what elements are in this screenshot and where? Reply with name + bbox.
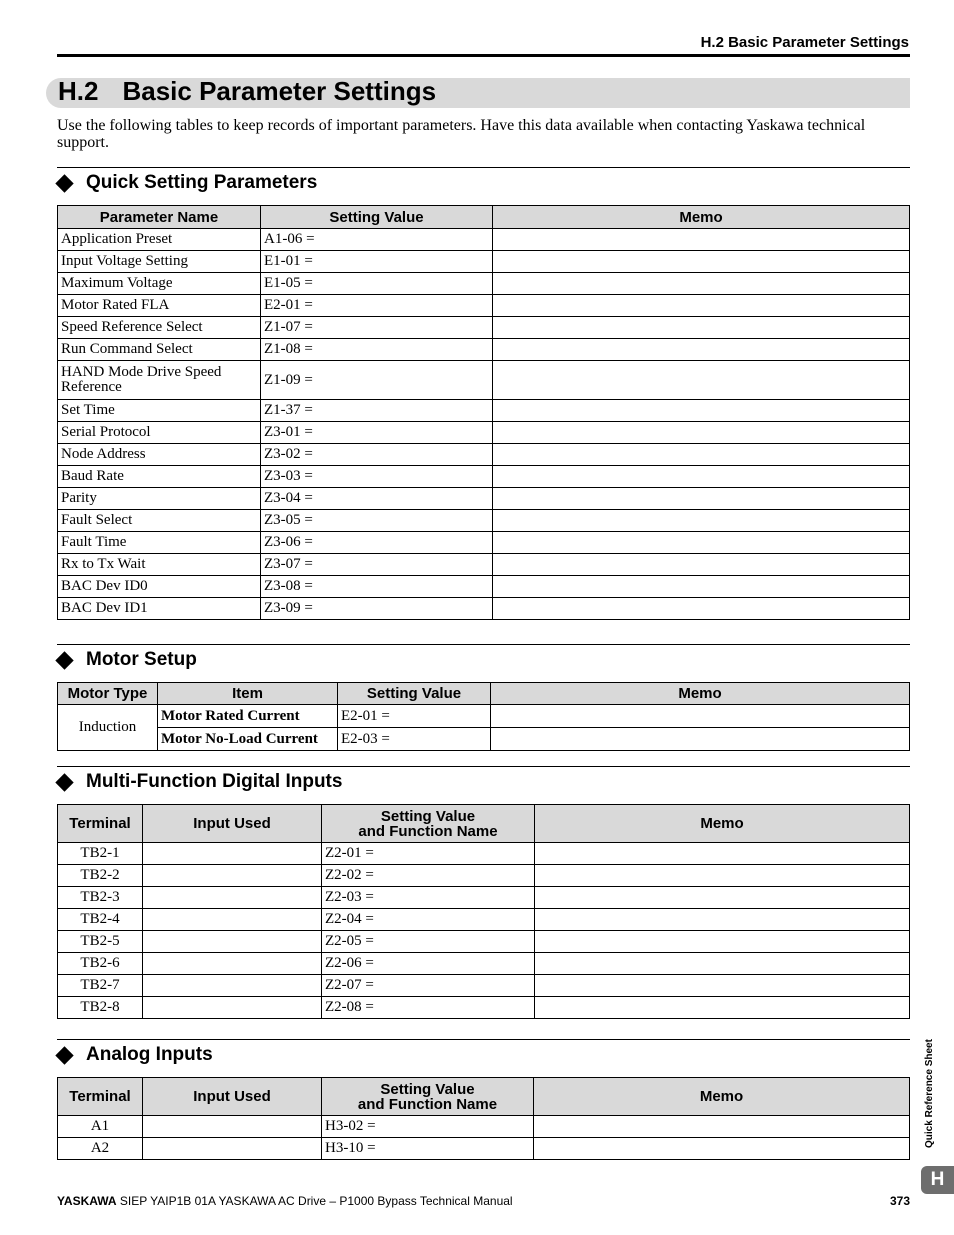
parameter-name-cell: Rx to Tx Wait — [58, 554, 261, 576]
memo-cell[interactable] — [493, 422, 910, 444]
item-cell: Motor Rated Current — [158, 705, 338, 728]
memo-cell[interactable] — [493, 532, 910, 554]
memo-cell[interactable] — [493, 273, 910, 295]
motor-setup-table — [57, 682, 910, 751]
setting-value-cell: Z3-06 = — [261, 532, 493, 554]
setting-value-cell: Z3-09 = — [261, 598, 493, 620]
quick-setting-table — [57, 205, 910, 620]
parameter-name-cell: Baud Rate — [58, 466, 261, 488]
parameter-name-cell: HAND Mode Drive Speed Reference — [58, 361, 261, 400]
column-header: Setting Value — [338, 683, 491, 705]
table-row — [58, 728, 910, 751]
table-row — [58, 554, 910, 576]
memo-cell[interactable] — [491, 728, 910, 751]
header-line: Setting Value — [380, 807, 476, 825]
page-number: 373 — [889, 1194, 910, 1208]
diamond-bullet-icon — [55, 174, 73, 192]
setting-value-cell: E1-01 = — [261, 251, 493, 273]
parameter-name-cell: Run Command Select — [58, 339, 261, 361]
table-row — [58, 887, 910, 909]
setting-value-cell: Z2-07 = — [322, 975, 535, 997]
subsection-title: Multi-Function Digital Inputs — [86, 771, 343, 792]
parameter-name-cell: Set Time — [58, 400, 261, 422]
side-label: Quick Reference Sheet — [924, 1039, 935, 1148]
terminal-cell: TB2-6 — [58, 953, 143, 975]
terminal-cell: TB2-5 — [58, 931, 143, 953]
parameter-name-cell: Input Voltage Setting — [58, 251, 261, 273]
memo-cell[interactable] — [493, 400, 910, 422]
input-used-cell[interactable] — [143, 1116, 322, 1138]
table-row — [58, 251, 910, 273]
setting-value-cell: H3-10 = — [322, 1138, 534, 1160]
setting-value-cell: H3-02 = — [322, 1116, 534, 1138]
table-row — [58, 931, 910, 953]
setting-value-cell: A1-06 = — [261, 229, 493, 251]
terminal-cell: TB2-7 — [58, 975, 143, 997]
terminal-cell: TB2-1 — [58, 843, 143, 865]
section-heading: Basic Parameter Settings — [122, 76, 437, 106]
subsection-digital-inputs — [57, 771, 342, 793]
setting-value-cell: Z3-08 = — [261, 576, 493, 598]
subsection-analog-inputs — [57, 1044, 213, 1066]
setting-value-cell: Z2-04 = — [322, 909, 535, 931]
setting-value-cell: Z3-03 = — [261, 466, 493, 488]
table-row — [58, 1138, 910, 1160]
setting-value-cell: Z2-02 = — [322, 865, 535, 887]
table-row — [58, 975, 910, 997]
running-header: H.2 Basic Parameter Settings — [700, 34, 909, 51]
table-row — [58, 865, 910, 887]
table-row — [58, 273, 910, 295]
table-header-row — [58, 683, 910, 705]
table-row — [58, 466, 910, 488]
header-rule — [57, 54, 910, 57]
input-used-cell[interactable] — [143, 931, 322, 953]
input-used-cell[interactable] — [143, 887, 322, 909]
column-header: Input Used — [143, 805, 322, 843]
table-row — [58, 444, 910, 466]
table-row — [58, 229, 910, 251]
memo-cell[interactable] — [493, 598, 910, 620]
memo-cell[interactable] — [493, 317, 910, 339]
memo-cell[interactable] — [493, 361, 910, 400]
item-cell: Motor No-Load Current — [158, 728, 338, 751]
memo-cell[interactable] — [493, 444, 910, 466]
parameter-name-cell: Application Preset — [58, 229, 261, 251]
table-row — [58, 576, 910, 598]
subsection-rule — [57, 766, 910, 767]
table-row — [58, 317, 910, 339]
footer — [57, 1194, 910, 1208]
terminal-cell: TB2-3 — [58, 887, 143, 909]
setting-value-cell: Z2-08 = — [322, 997, 535, 1019]
setting-value-cell: E2-01 = — [338, 705, 491, 728]
column-header: Item — [158, 683, 338, 705]
table-row — [58, 339, 910, 361]
parameter-name-cell: Fault Time — [58, 532, 261, 554]
column-header: Terminal — [58, 805, 143, 843]
memo-cell[interactable] — [493, 510, 910, 532]
footer-text: SIEP YAIP1B 01A YASKAWA AC Drive – P1000 Bypass Technical Manual — [119, 1194, 513, 1208]
motor-type-cell: Induction — [58, 705, 158, 751]
input-used-cell[interactable] — [143, 843, 322, 865]
parameter-name-cell: Maximum Voltage — [58, 273, 261, 295]
input-used-cell[interactable] — [143, 953, 322, 975]
subsection-title: Analog Inputs — [86, 1044, 213, 1065]
table-row — [58, 843, 910, 865]
memo-cell[interactable] — [535, 865, 910, 887]
chapter-tab[interactable]: H — [921, 1166, 954, 1194]
memo-cell[interactable] — [535, 975, 910, 997]
subsection-quick-setting — [57, 172, 317, 194]
setting-value-cell: Z3-07 = — [261, 554, 493, 576]
setting-value-cell: Z2-03 = — [322, 887, 535, 909]
table-row — [58, 598, 910, 620]
memo-cell[interactable] — [535, 997, 910, 1019]
parameter-name-cell: Parity — [58, 488, 261, 510]
table-row — [58, 953, 910, 975]
header-line: and Function Name — [357, 1095, 498, 1113]
subsection-title: Quick Setting Parameters — [86, 172, 318, 193]
memo-cell[interactable] — [493, 251, 910, 273]
subsection-rule — [57, 644, 910, 645]
input-used-cell[interactable] — [143, 1138, 322, 1160]
setting-value-cell: Z3-01 = — [261, 422, 493, 444]
diamond-bullet-icon — [55, 773, 73, 791]
column-header — [322, 805, 535, 843]
table-row — [58, 361, 910, 400]
header-line: Setting Value — [380, 1080, 475, 1098]
column-header: Input Used — [143, 1078, 322, 1116]
memo-cell[interactable] — [535, 843, 910, 865]
memo-cell[interactable] — [534, 1116, 910, 1138]
column-header: Terminal — [58, 1078, 143, 1116]
section-number: H.2 — [58, 76, 99, 106]
header-line: and Function Name — [358, 822, 498, 840]
setting-value-cell: Z2-05 = — [322, 931, 535, 953]
memo-cell[interactable] — [493, 488, 910, 510]
setting-value-cell: Z1-09 = — [261, 361, 493, 400]
terminal-cell: A2 — [58, 1138, 143, 1160]
table-row — [58, 705, 910, 728]
parameter-name-cell: BAC Dev ID1 — [58, 598, 261, 620]
column-header — [322, 1078, 534, 1116]
column-header: Motor Type — [58, 683, 158, 705]
memo-cell[interactable] — [491, 705, 910, 728]
input-used-cell[interactable] — [143, 909, 322, 931]
setting-value-cell: Z2-01 = — [322, 843, 535, 865]
memo-cell[interactable] — [493, 576, 910, 598]
table-row — [58, 422, 910, 444]
terminal-cell: TB2-2 — [58, 865, 143, 887]
memo-cell[interactable] — [534, 1138, 910, 1160]
subsection-title: Motor Setup — [86, 649, 197, 670]
memo-cell[interactable] — [535, 887, 910, 909]
subsection-motor-setup — [57, 649, 197, 671]
setting-value-cell: E1-05 = — [261, 273, 493, 295]
table-row — [58, 400, 910, 422]
memo-cell[interactable] — [493, 466, 910, 488]
parameter-name-cell: Speed Reference Select — [58, 317, 261, 339]
parameter-name-cell: Serial Protocol — [58, 422, 261, 444]
table-header-row — [58, 206, 910, 229]
table-row — [58, 295, 910, 317]
table-row — [58, 997, 910, 1019]
table-header-row — [58, 1078, 910, 1116]
memo-cell[interactable] — [493, 339, 910, 361]
column-header: Memo — [491, 683, 910, 705]
setting-value-cell: Z1-37 = — [261, 400, 493, 422]
setting-value-cell: Z3-04 = — [261, 488, 493, 510]
section-title — [58, 76, 436, 107]
table-row — [58, 1116, 910, 1138]
terminal-cell: A1 — [58, 1116, 143, 1138]
memo-cell[interactable] — [493, 229, 910, 251]
setting-value-cell: Z2-06 = — [322, 953, 535, 975]
column-header: Parameter Name — [58, 206, 261, 229]
input-used-cell[interactable] — [143, 865, 322, 887]
table-row — [58, 532, 910, 554]
parameter-name-cell: BAC Dev ID0 — [58, 576, 261, 598]
terminal-cell: TB2-4 — [58, 909, 143, 931]
setting-value-cell: E2-01 = — [261, 295, 493, 317]
subsection-rule — [57, 1039, 910, 1040]
parameter-name-cell: Fault Select — [58, 510, 261, 532]
diamond-bullet-icon — [55, 1046, 73, 1064]
memo-cell[interactable] — [535, 953, 910, 975]
setting-value-cell: Z1-08 = — [261, 339, 493, 361]
analog-inputs-table — [57, 1077, 910, 1160]
setting-value-cell: Z3-02 = — [261, 444, 493, 466]
parameter-name-cell: Motor Rated FLA — [58, 295, 261, 317]
input-used-cell[interactable] — [143, 997, 322, 1019]
parameter-name-cell: Node Address — [58, 444, 261, 466]
table-row — [58, 488, 910, 510]
table-row — [58, 909, 910, 931]
setting-value-cell: Z3-05 = — [261, 510, 493, 532]
table-header-row — [58, 805, 910, 843]
terminal-cell: TB2-8 — [58, 997, 143, 1019]
subsection-rule — [57, 167, 910, 168]
input-used-cell[interactable] — [143, 975, 322, 997]
memo-cell[interactable] — [493, 295, 910, 317]
column-header: Memo — [535, 805, 910, 843]
column-header: Memo — [534, 1078, 910, 1116]
setting-value-cell: E2-03 = — [338, 728, 491, 751]
diamond-bullet-icon — [55, 651, 73, 669]
column-header: Memo — [493, 206, 910, 229]
table-row — [58, 510, 910, 532]
setting-value-cell: Z1-07 = — [261, 317, 493, 339]
intro-paragraph: Use the following tables to keep records of important parameters. Have this data available when contacting Yaskawa technical support. — [57, 117, 866, 151]
column-header: Setting Value — [261, 206, 493, 229]
memo-cell[interactable] — [535, 909, 910, 931]
footer-brand: YASKAWA — [57, 1194, 117, 1208]
memo-cell[interactable] — [535, 931, 910, 953]
digital-inputs-table — [57, 804, 910, 1019]
memo-cell[interactable] — [493, 554, 910, 576]
